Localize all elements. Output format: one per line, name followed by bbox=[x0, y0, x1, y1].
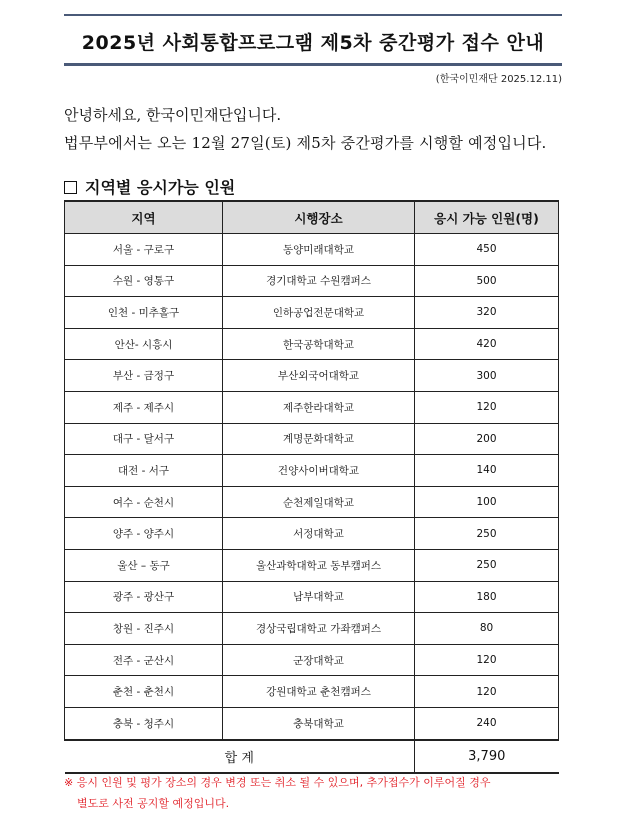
cell-count: 420 bbox=[415, 328, 559, 360]
cell-count: 450 bbox=[415, 234, 559, 266]
cell-venue: 경상국립대학교 가좌캠퍼스 bbox=[223, 613, 415, 645]
cell-venue: 서정대학교 bbox=[223, 518, 415, 550]
header-count: 응시 가능 인원(명) bbox=[415, 201, 559, 234]
cell-region: 양주 - 양주시 bbox=[65, 518, 223, 550]
cell-region: 충북 - 청주시 bbox=[65, 707, 223, 739]
cell-venue: 울산과학대학교 동부캠퍼스 bbox=[223, 549, 415, 581]
cell-venue: 강원대학교 춘천캠퍼스 bbox=[223, 676, 415, 708]
title-bottom-rule bbox=[64, 63, 562, 66]
cell-venue: 경기대학교 수원캠퍼스 bbox=[223, 265, 415, 297]
title-banner bbox=[64, 14, 562, 66]
total-label: 합 계 bbox=[65, 740, 415, 773]
section-heading bbox=[64, 175, 235, 198]
table-row bbox=[65, 297, 559, 329]
cell-region: 안산- 시흥시 bbox=[65, 328, 223, 360]
total-row bbox=[65, 740, 559, 773]
table-row bbox=[65, 518, 559, 550]
table-row bbox=[65, 644, 559, 676]
table-row bbox=[65, 549, 559, 581]
notice bbox=[64, 772, 564, 814]
cell-count: 320 bbox=[415, 297, 559, 329]
table-row bbox=[65, 455, 559, 487]
cell-venue: 동양미래대학교 bbox=[223, 234, 415, 266]
table-header-row bbox=[65, 201, 559, 234]
header-venue: 시행장소 bbox=[223, 201, 415, 234]
page-title: 2025년 사회통합프로그램 제5차 중간평가 접수 안내 bbox=[81, 32, 545, 54]
cell-region: 수원 - 영통구 bbox=[65, 265, 223, 297]
cell-region: 대전 - 서구 bbox=[65, 455, 223, 487]
region-capacity-table bbox=[64, 200, 559, 774]
cell-region: 대구 - 달서구 bbox=[65, 423, 223, 455]
section-title: 지역별 응시가능 인원 bbox=[85, 178, 236, 197]
cell-venue: 부산외국어대학교 bbox=[223, 360, 415, 392]
notice-line-2: 별도로 사전 공지할 예정입니다. bbox=[77, 797, 230, 810]
cell-count: 200 bbox=[415, 423, 559, 455]
greeting-text: 안녕하세요, 한국이민재단입니다. bbox=[64, 106, 282, 124]
cell-venue: 제주한라대학교 bbox=[223, 391, 415, 423]
cell-venue: 건양사이버대학교 bbox=[223, 455, 415, 487]
title-top-rule bbox=[64, 14, 562, 16]
cell-venue: 남부대학교 bbox=[223, 581, 415, 613]
cell-venue: 충북대학교 bbox=[223, 707, 415, 739]
cell-region: 부산 - 금정구 bbox=[65, 360, 223, 392]
cell-venue: 군장대학교 bbox=[223, 644, 415, 676]
cell-count: 250 bbox=[415, 518, 559, 550]
cell-count: 80 bbox=[415, 613, 559, 645]
cell-region: 여수 - 순천시 bbox=[65, 486, 223, 518]
cell-venue: 순천제일대학교 bbox=[223, 486, 415, 518]
cell-count: 240 bbox=[415, 707, 559, 739]
cell-count: 180 bbox=[415, 581, 559, 613]
cell-count: 500 bbox=[415, 265, 559, 297]
cell-count: 120 bbox=[415, 676, 559, 708]
cell-count: 120 bbox=[415, 644, 559, 676]
cell-region: 제주 - 제주시 bbox=[65, 391, 223, 423]
total-value: 3,790 bbox=[415, 740, 559, 773]
table-row bbox=[65, 328, 559, 360]
table-row bbox=[65, 234, 559, 266]
table-row bbox=[65, 676, 559, 708]
table-row bbox=[65, 423, 559, 455]
cell-region: 전주 - 군산시 bbox=[65, 644, 223, 676]
intro-text: 법무부에서는 오는 12월 27일(토) 제5차 중간평가를 시행할 예정입니다. bbox=[64, 134, 547, 152]
cell-region: 광주 - 광산구 bbox=[65, 581, 223, 613]
cell-venue: 계명문화대학교 bbox=[223, 423, 415, 455]
cell-venue: 한국공학대학교 bbox=[223, 328, 415, 360]
table-row bbox=[65, 581, 559, 613]
table-row bbox=[65, 360, 559, 392]
cell-region: 서울 - 구로구 bbox=[65, 234, 223, 266]
cell-count: 300 bbox=[415, 360, 559, 392]
cell-count: 250 bbox=[415, 549, 559, 581]
cell-region: 춘천 - 춘천시 bbox=[65, 676, 223, 708]
table-row bbox=[65, 707, 559, 739]
cell-region: 울산 – 동구 bbox=[65, 549, 223, 581]
cell-region: 창원 - 진주시 bbox=[65, 613, 223, 645]
cell-venue: 인하공업전문대학교 bbox=[223, 297, 415, 329]
cell-region: 인천 - 미추홀구 bbox=[65, 297, 223, 329]
cell-count: 120 bbox=[415, 391, 559, 423]
header-region: 지역 bbox=[65, 201, 223, 234]
table-row bbox=[65, 265, 559, 297]
cell-count: 140 bbox=[415, 455, 559, 487]
table-row bbox=[65, 391, 559, 423]
checkbox-square-icon bbox=[64, 181, 77, 194]
notice-line-1: ※ 응시 인원 및 평가 장소의 경우 변경 또는 취소 될 수 있으며, 추가접수가 이루어질 경우 bbox=[64, 776, 491, 789]
table-row bbox=[65, 613, 559, 645]
table-row bbox=[65, 486, 559, 518]
cell-count: 100 bbox=[415, 486, 559, 518]
org-date: (한국이민재단 2025.12.11) bbox=[435, 74, 562, 85]
